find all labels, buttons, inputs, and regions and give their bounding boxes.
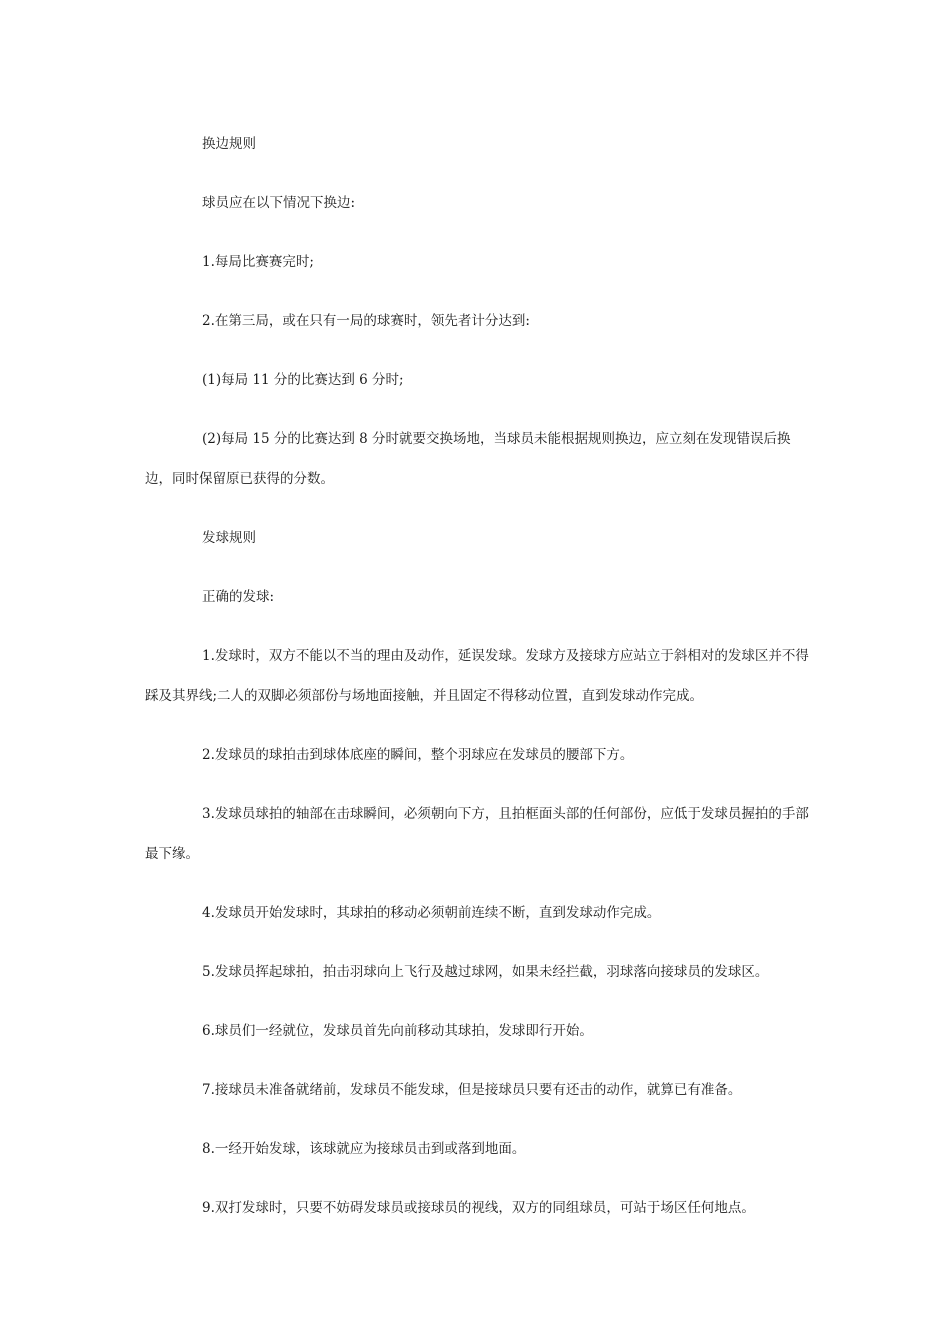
list-item: 2.发球员的球拍击到球体底座的瞬间，整个羽球应在发球员的腰部下方。 (202, 747, 634, 763)
list-item: 8.一经开始发球，该球就应为接球员击到或落到地面。 (202, 1141, 526, 1157)
list-item: 6.球员们一经就位，发球员首先向前移动其球拍，发球即行开始。 (202, 1023, 593, 1039)
list-item: 1.每局比赛赛完时; (202, 254, 314, 270)
list-item: 3.发球员球拍的轴部在击球瞬间，必须朝向下方，且拍框面头部的任何部份，应低于发球员握拍的手部最下缘。 (145, 806, 809, 862)
list-item: 5.发球员挥起球拍，拍击羽球向上飞行及越过球网，如果未经拦截，羽球落向接球员的发球区。 (202, 964, 769, 980)
list-item: 2.在第三局，或在只有一局的球赛时，领先者计分达到: (202, 313, 530, 329)
list-item: 1.发球时，双方不能以不当的理由及动作，延误发球。发球方及接球方应站立于斜相对的发球区并不得踩及其界线;二人的双脚必须部份与场地面接触，并且固定不得移动位置，直到发球动作完成。 (145, 648, 809, 704)
section-heading-side-change: 换边规则 (202, 136, 256, 152)
list-item: (1)每局 11 分的比赛达到 6 分时; (202, 372, 404, 388)
list-item: 9.双打发球时，只要不妨碍发球员或接球员的视线，双方的同组球员，可站于场区任何地点。 (202, 1200, 755, 1216)
list-item: 7.接球员未准备就绪前，发球员不能发球，但是接球员只要有还击的动作，就算已有准备。 (202, 1082, 742, 1098)
list-item: 4.发球员开始发球时，其球拍的移动必须朝前连续不断，直到发球动作完成。 (202, 905, 661, 921)
list-item: (2)每局 15 分的比赛达到 8 分时就要交换场地，当球员未能根据规则换边，应立刻在发现错误后换边，同时保留原已获得的分数。 (145, 431, 791, 487)
section-heading-serve: 发球规则 (202, 530, 256, 546)
document-body (145, 124, 810, 1247)
paragraph: 球员应在以下情况下换边: (202, 195, 356, 211)
paragraph: 正确的发球: (202, 589, 275, 605)
